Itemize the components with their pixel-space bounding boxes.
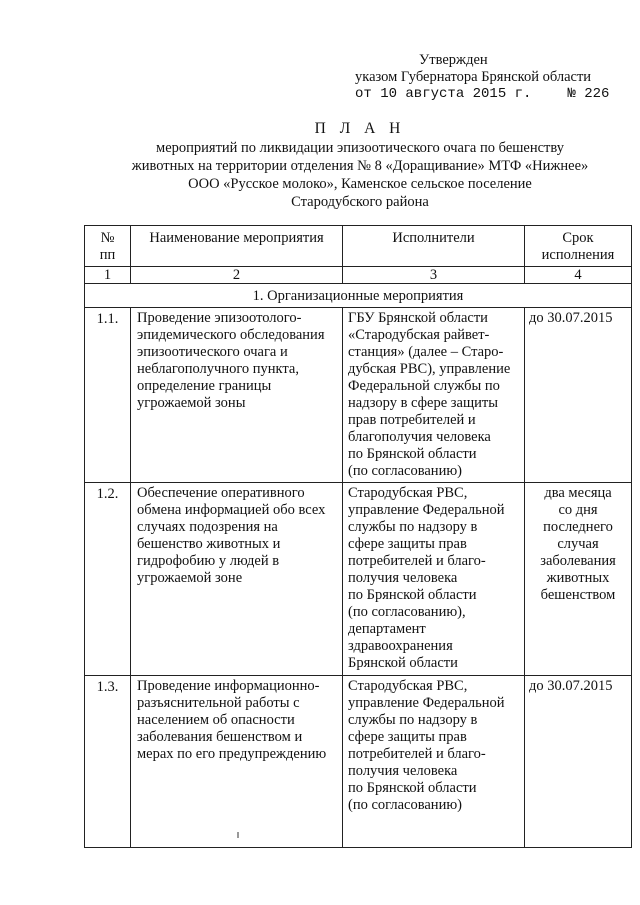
deadline-cell: до 30.07.2015	[525, 308, 632, 483]
activity-cell: Обеспечение оперативного обмена информацией обо всех случаях подозрения на бешенство животных и гидрофобию у людей в угрожаемой зоне	[131, 483, 343, 676]
header-deadline: Срок исполнения	[525, 226, 632, 267]
document-heading	[80, 120, 640, 211]
approval-number: № 226	[567, 86, 610, 102]
approval-date: от 10 августа 2015 г.	[355, 86, 532, 102]
column-number: 1	[85, 267, 131, 284]
scan-mark	[237, 832, 239, 838]
row-number: 1.1.	[85, 308, 131, 483]
deadline-cell: до 30.07.2015	[525, 676, 632, 848]
heading-line: мероприятий по ликвидации эпизоотического очага по бешенству	[156, 140, 564, 156]
row-number: 1.2.	[85, 483, 131, 676]
header-executors: Исполнители	[343, 226, 525, 267]
activity-cell: Проведение информационно- разъяснительной работы с населением об опасности заболевания бешенством и мерах по его предупреждению	[131, 676, 343, 848]
section-title: 1. Организационные мероприятия	[85, 284, 632, 308]
section-row	[85, 284, 632, 308]
table-row	[85, 483, 632, 676]
heading-line: животных на территории отделения № 8 «Доращивание» МТФ «Нижнее»	[131, 158, 589, 174]
table-row	[85, 676, 632, 848]
executors-cell: ГБУ Брянской области «Стародубская райвет- станция» (далее – Старо- дубская РВС), управление Федеральной службы по надзору в сфере защиты прав потребителей и благополучия человека по Брянской области (по согласованию)	[343, 308, 525, 483]
column-number: 2	[131, 267, 343, 284]
column-number: 4	[525, 267, 632, 284]
table-header-row	[85, 226, 632, 267]
approval-date-line	[355, 86, 609, 103]
deadline-cell: два месяца со дня последнего случая заболевания животных бешенством	[525, 483, 632, 676]
column-number-row	[85, 267, 632, 284]
heading-line: ООО «Русское молоко», Каменское сельское поселение	[188, 176, 532, 192]
activity-cell: Проведение эпизоотолого- эпидемического обследования эпизоотического очага и неблагополучного пункта, определение границы угрожаемой зоны	[131, 308, 343, 483]
approval-title: Утвержден	[419, 52, 488, 68]
table-row	[85, 308, 632, 483]
executors-cell: Стародубская РВС, управление Федеральной службы по надзору в сфере защиты прав потребителей и благо- получия человека по Брянской области (по согласованию), департамент здравоохранения Брянской области	[343, 483, 525, 676]
heading-line: Стародубского района	[291, 194, 429, 210]
column-number: 3	[343, 267, 525, 284]
header-no: № пп	[85, 226, 131, 267]
document-title: П Л А Н	[314, 120, 406, 137]
executors-cell: Стародубская РВС, управление Федеральной службы по надзору в сфере защиты прав потребителей и благо- получия человека по Брянской области (по согласованию)	[343, 676, 525, 848]
approval-authority: указом Губернатора Брянской области	[355, 69, 592, 85]
plan-table	[84, 225, 632, 848]
approval-block	[355, 52, 609, 103]
header-activity: Наименование мероприятия	[131, 226, 343, 267]
row-number: 1.3.	[85, 676, 131, 848]
